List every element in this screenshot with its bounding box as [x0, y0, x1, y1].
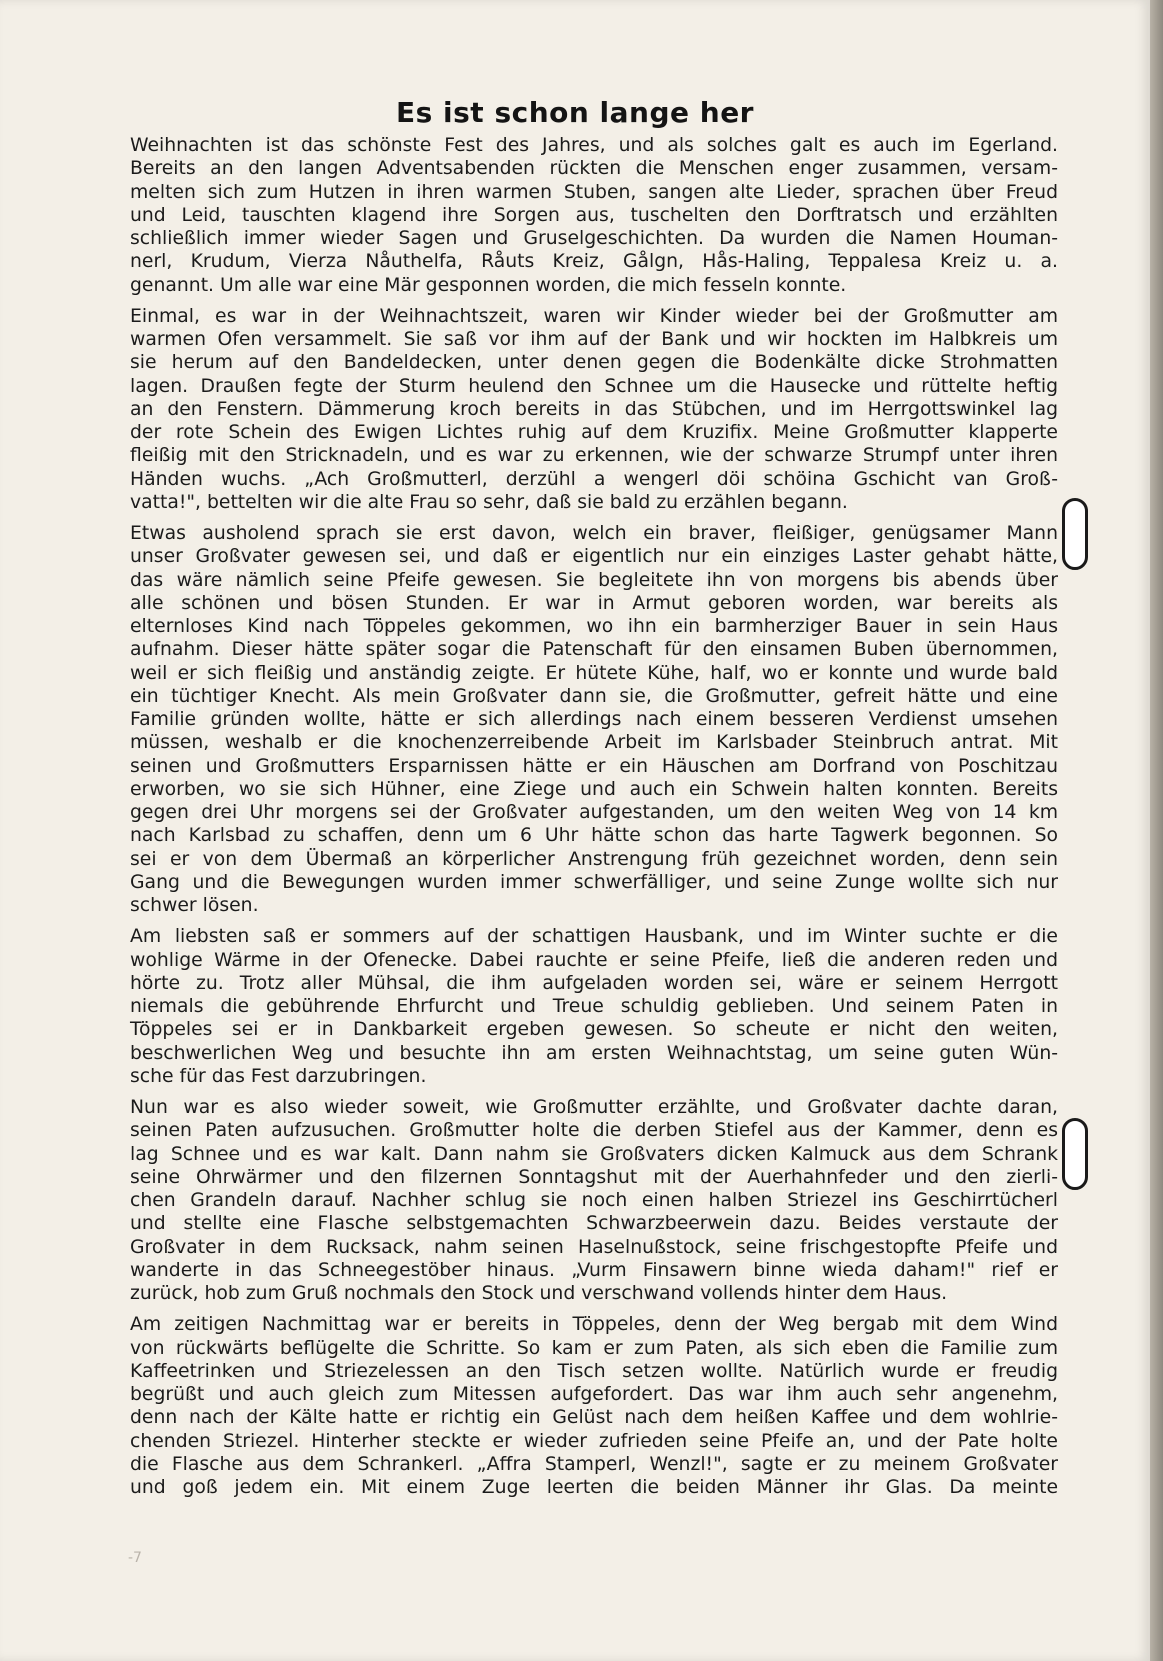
- paragraph: [130, 1096, 1058, 1305]
- text-line: seine Ohrwärmer und den filzernen Sonntagshut mit der Auerhahnfeder und den zierli-: [130, 1166, 1058, 1188]
- text-line: melten sich zum Hutzen in ihren warmen Stuben, sangen alte Lieder, sprachen über Freud: [130, 181, 1058, 203]
- text-line: und goß jedem ein. Mit einem Zuge leerten die beiden Männer ihr Glas. Da meinte: [130, 1477, 1058, 1498]
- text-line: müssen, weshalb er die knochenzerreibende Arbeit im Karlsbader Steinbruch antrat. Mit: [130, 732, 1058, 754]
- text-line: Einmal, es war in der Weihnachtszeit, waren wir Kinder wieder bei der Großmutter am: [130, 305, 1058, 327]
- text-line: ein tüchtiger Knecht. Als mein Großvater dann sie, die Großmutter, gefreit hätte und eine: [130, 685, 1058, 707]
- text-line: elternloses Kind nach Töppeles gekommen, wo ihn ein barmherziger Bauer in sein Haus: [130, 616, 1058, 637]
- text-line: seinen und Großmutters Ersparnissen hätte er ein Häuschen am Dorfrand von Poschitzau: [130, 755, 1058, 777]
- paragraph: [130, 134, 1058, 297]
- text-line: seinen Paten aufzusuchen. Großmutter holte die derben Stiefel aus der Kammer, denn es: [130, 1120, 1058, 1142]
- text-line: sche für das Fest darzubringen.: [130, 1065, 427, 1087]
- text-line: warmen Ofen versammelt. Sie saß vor ihm auf der Bank und wir hockten im Halbkreis um: [130, 329, 1058, 350]
- text-line: Töppeles sei er in Dankbarkeit ergeben gewesen. So scheute er nicht den weiten,: [130, 1019, 1058, 1041]
- paragraph: [130, 1313, 1058, 1499]
- text-line: genannt. Um alle war eine Mär gesponnen worden, die mich fesseln konnte.: [130, 274, 847, 296]
- text-line: schwer lösen.: [130, 895, 259, 916]
- binder-hole-upper: [1062, 498, 1088, 570]
- text-line: chen Grandeln darauf. Nachher schlug sie noch einen halben Striezel ins Geschirrtücherl: [130, 1190, 1058, 1211]
- text-line: erworben, wo sie sich Hühner, eine Ziege und auch ein Schwein halten konnten. Bereits: [130, 778, 1058, 800]
- text-line: denn nach der Kälte hatte er richtig ein Gelüst nach dem heißen Kaffee und dem wohlrie-: [130, 1407, 1058, 1429]
- text-line: Gang und die Bewegungen wurden immer schwerfälliger, und seine Zunge wollte sich nur: [130, 871, 1058, 893]
- text-line: lagen. Draußen fegte der Sturm heulend den Schnee um die Hausecke und rüttelte heftig: [130, 375, 1058, 397]
- paragraph: [130, 925, 1058, 1088]
- article-body: [130, 134, 1058, 1507]
- text-line: Am liebsten saß er sommers auf der schattigen Hausbank, und im Winter suchte er die: [130, 926, 1058, 948]
- text-line: Familie gründen wollte, hätte er sich allerdings nach einem besseren Verdienst umsehen: [130, 709, 1058, 730]
- text-line: der rote Schein des Ewigen Lichtes ruhig auf dem Kruzifix. Meine Großmutter klapperte: [130, 422, 1058, 443]
- text-line: wohlige Wärme in der Ofenecke. Dabei rauchte er seine Pfeife, ließ die anderen reden und: [130, 949, 1058, 971]
- paragraph: [130, 522, 1058, 917]
- text-line: das wäre nämlich seine Pfeife gewesen. Sie begleitete ihn von morgens bis abends über: [130, 569, 1058, 591]
- text-line: begrüßt und auch gleich zum Mitessen aufgefordert. Das war ihm auch sehr angenehm,: [130, 1384, 1058, 1405]
- text-line: gegen drei Uhr morgens sei der Großvater aufgestanden, um den weiten Weg von 14 km: [130, 802, 1058, 823]
- text-line: vatta!", bettelten wir die alte Frau so sehr, daß sie bald zu erzählen begann.: [130, 491, 848, 513]
- text-line: beschwerlichen Weg und besuchte ihn am ersten Weihnachtstag, um seine guten Wün-: [130, 1042, 1058, 1064]
- page-title: Es ist schon lange her: [396, 96, 754, 129]
- text-line: Händen wuchs. „Ach Großmutterl, derzühl a wengerl döi schöina Gschicht van Groß-: [130, 468, 1058, 490]
- text-line: Am zeitigen Nachmittag war er bereits in Töppeles, denn der Weg bergab mit dem Wind: [130, 1314, 1058, 1336]
- text-line: die Flasche aus dem Schrankerl. „Affra Stamperl, Wenzl!", sagte er zu meinem Großvater: [130, 1453, 1058, 1475]
- text-line: aufnahm. Dieser hätte später sogar die Patenschaft für den einsamen Buben übernommen,: [130, 639, 1058, 661]
- text-line: sei er von dem Übermaß an körperlicher Anstrengung früh gezeichnet worden, denn sein: [130, 848, 1058, 870]
- book-spine-edge: [1150, 0, 1163, 1661]
- text-line: Etwas ausholend sprach sie erst davon, welch ein braver, fleißiger, genügsamer Mann: [130, 523, 1058, 544]
- binder-hole-lower: [1062, 1118, 1088, 1190]
- text-line: hörte zu. Trotz aller Mühsal, die ihm aufgeladen worden sei, wäre er seinem Herrgott: [130, 972, 1058, 994]
- page-number: -7: [128, 1550, 142, 1566]
- text-line: weil er sich fleißig und anständig zeigte. Er hütete Kühe, half, wo er konnte und wurde bald: [130, 662, 1058, 684]
- text-line: sie herum auf den Bandeldecken, unter denen gegen die Bodenkälte dicke Strohmatten: [130, 352, 1058, 374]
- text-line: und stellte eine Flasche selbstgemachten Schwarzbeerwein dazu. Beides verstaute der: [130, 1213, 1058, 1235]
- text-line: Weihnachten ist das schönste Fest des Jahres, und als solches galt es auch im Egerland.: [130, 135, 1058, 156]
- text-line: lag Schnee und es war kalt. Dann nahm sie Großvaters dicken Kalmuck aus dem Schrank: [130, 1143, 1058, 1165]
- text-line: schließlich immer wieder Sagen und Gruselgeschichten. Da wurden die Namen Houman-: [130, 228, 1058, 249]
- text-line: wanderte in das Schneegestöber hinaus. „Vurm Finsawern binne wieda daham!" rief er: [130, 1259, 1058, 1281]
- text-line: an den Fenstern. Dämmerung kroch bereits in das Stübchen, und im Herrgottswinkel lag: [130, 398, 1058, 420]
- text-line: unser Großvater gewesen sei, und daß er eigentlich nur ein einziges Laster gehabt hätte,: [130, 546, 1058, 568]
- text-line: und Leid, tauschten klagend ihre Sorgen aus, tuschelten den Dorftratsch und erzählten: [130, 204, 1058, 226]
- text-line: nerl, Krudum, Vierza Nåuthelfa, Råuts Kreiz, Gålgn, Hås-Haling, Teppalesa Kreiz u. a.: [130, 251, 1058, 273]
- text-line: Großvater in dem Rucksack, nahm seinen Haselnußstock, seine frischgestopfte Pfeife und: [130, 1236, 1058, 1258]
- text-line: Bereits an den langen Adventsabenden rückten die Menschen enger zusammen, versam-: [130, 158, 1058, 180]
- text-line: chenden Striezel. Hinterher steckte er wieder zufrieden seine Pfeife an, und der Pate holte: [130, 1430, 1058, 1452]
- text-line: fleißig mit den Stricknadeln, und es war zu erkennen, wie der schwarze Strumpf unter ihren: [130, 445, 1058, 467]
- paragraph: [130, 305, 1058, 514]
- text-line: Kaffeetrinken und Striezelessen an den Tisch setzen wollte. Natürlich wurde er freudig: [130, 1360, 1058, 1382]
- text-line: nach Karlsbad zu schaffen, denn um 6 Uhr hätte schon das harte Tagwerk begonnen. So: [130, 825, 1058, 847]
- text-line: Nun war es also wieder soweit, wie Großmutter erzählte, und Großvater dachte daran,: [130, 1097, 1058, 1118]
- text-line: alle schönen und bösen Stunden. Er war in Armut geboren worden, war bereits als: [130, 592, 1058, 614]
- text-line: von rückwärts beflügelte die Schritte. So kam er zum Paten, als sich eben die Familie zum: [130, 1337, 1058, 1359]
- text-line: niemals die gebührende Ehrfurcht und Treue schuldig geblieben. Und seinem Paten in: [130, 996, 1058, 1017]
- text-line: zurück, hob zum Gruß nochmals den Stock und verschwand vollends hinter dem Haus.: [130, 1283, 948, 1304]
